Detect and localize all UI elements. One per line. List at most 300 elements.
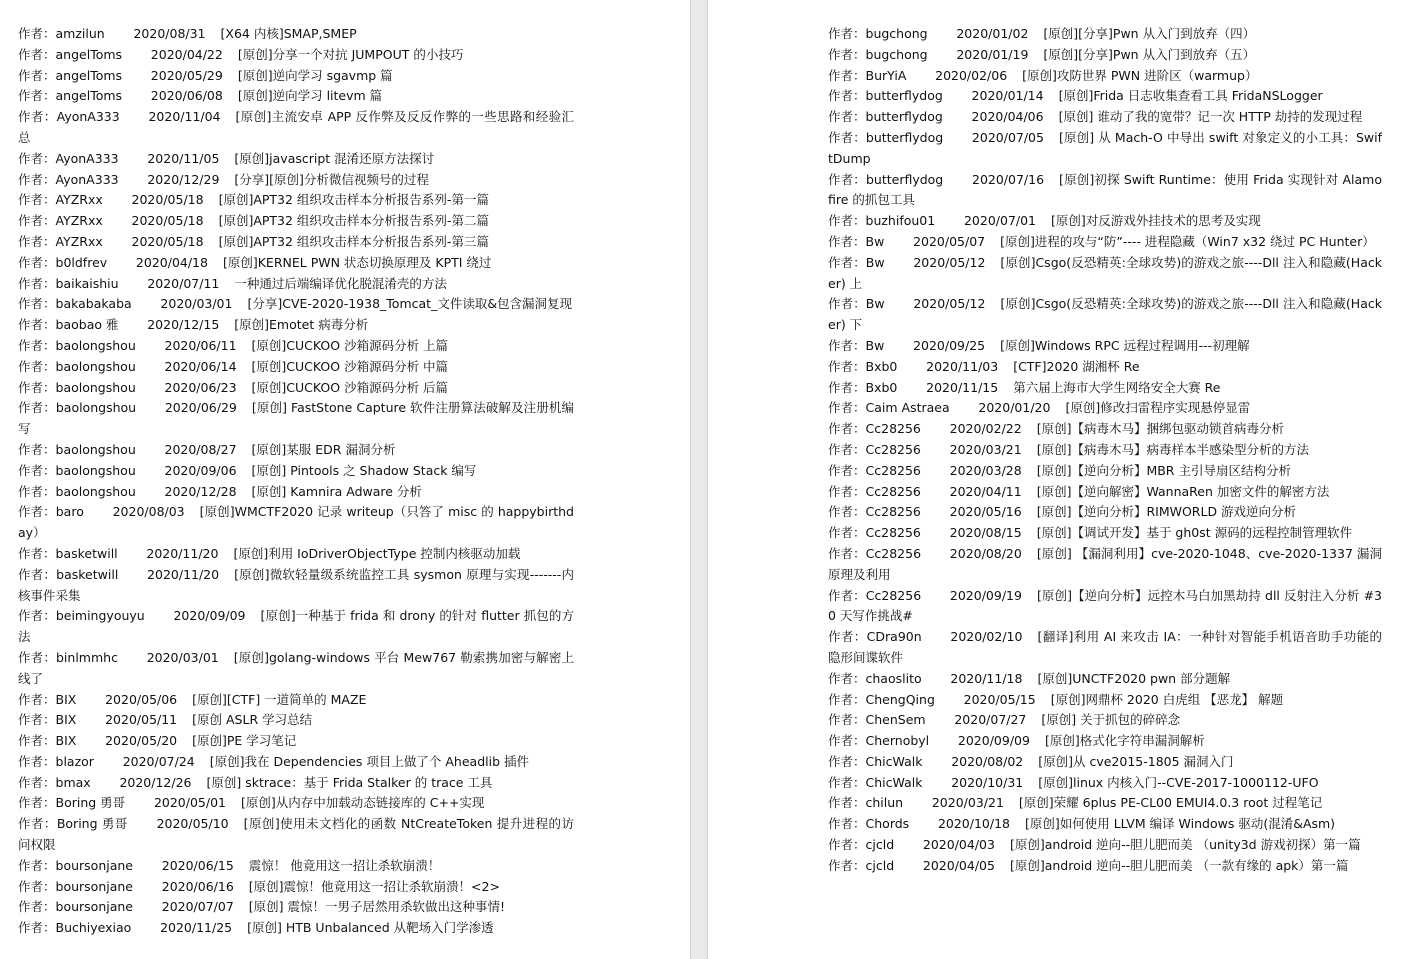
list-item bbox=[828, 482, 1382, 503]
post-date: 2020/06/29 bbox=[164, 400, 237, 416]
post-date: 2020/04/06 bbox=[971, 109, 1044, 125]
page-gutter bbox=[690, 0, 708, 959]
author-name: Cc28256 bbox=[865, 587, 922, 603]
author-name: angelToms bbox=[55, 88, 123, 104]
author-label: 作者： bbox=[18, 857, 56, 873]
list-item bbox=[18, 274, 574, 295]
list-item bbox=[18, 149, 574, 170]
list-item bbox=[828, 253, 1382, 295]
author-label: 作者： bbox=[18, 67, 56, 83]
post-title: [原创]【逆向解密】WannaRen 加密文件的解密方法 bbox=[1036, 483, 1330, 499]
post-title: [原创]我在 Dependencies 项目上做了个 Aheadlib 插件 bbox=[209, 753, 529, 769]
author-name: Bxb0 bbox=[865, 358, 898, 374]
author-name: bugchong bbox=[865, 26, 928, 41]
author-label: 作者： bbox=[18, 712, 56, 728]
post-title: [原创]进程的攻与“防”---- 进程隐藏（Win7 x32 绕过 PC Hunter） bbox=[1000, 233, 1375, 249]
author-name: angelToms bbox=[55, 67, 123, 83]
author-label: 作者： bbox=[828, 379, 866, 395]
post-title: [原创][分享]Pwn 从入门到放弃（四） bbox=[1043, 26, 1256, 41]
post-title: [原创]Csgo(反恐精英:全球攻势)的游戏之旅----Dll 注入和隐藏(Hacker) 下 bbox=[828, 296, 1382, 333]
author-label: 作者： bbox=[18, 358, 56, 374]
author-label: 作者： bbox=[18, 816, 57, 832]
post-date: 2020/05/18 bbox=[131, 233, 204, 249]
post-title: [原创] Kamnira Adware 分析 bbox=[251, 483, 422, 499]
list-item bbox=[828, 773, 1382, 794]
author-label: 作者： bbox=[828, 525, 866, 541]
author-name: boursonjane bbox=[55, 878, 133, 894]
post-date: 2020/05/12 bbox=[913, 254, 986, 270]
post-date: 2020/01/14 bbox=[971, 88, 1044, 104]
author-label: 作者： bbox=[18, 192, 56, 208]
list-item bbox=[18, 378, 574, 399]
post-title: [CTF]2020 湖湘杯 Re bbox=[1013, 358, 1140, 374]
post-date: 2020/05/18 bbox=[131, 213, 204, 229]
author-name: baobao 雅 bbox=[55, 317, 119, 333]
author-name: bakabakaba bbox=[55, 296, 132, 312]
post-title: [原创]攻防世界 PWN 进阶区（warmup） bbox=[1022, 67, 1258, 83]
list-item bbox=[18, 336, 574, 357]
list-item bbox=[18, 544, 574, 565]
list-item bbox=[828, 690, 1382, 711]
post-date: 2020/06/16 bbox=[161, 878, 234, 894]
author-name: Chernobyl bbox=[865, 733, 930, 749]
author-label: 作者： bbox=[18, 337, 56, 353]
author-label: 作者： bbox=[18, 88, 56, 104]
post-title: [原创]Frida 日志收集查看工具 FridaNSLogger bbox=[1058, 88, 1323, 104]
author-label: 作者： bbox=[18, 275, 56, 291]
list-item bbox=[18, 24, 574, 45]
author-label: 作者： bbox=[18, 254, 56, 270]
post-date: 2020/05/16 bbox=[949, 504, 1022, 520]
author-label: 作者： bbox=[828, 213, 866, 229]
author-name: baolongshou bbox=[55, 441, 136, 457]
list-item bbox=[18, 211, 574, 232]
author-name: baro bbox=[55, 504, 84, 520]
author-label: 作者： bbox=[828, 296, 866, 312]
author-name: beimingyouyu bbox=[55, 608, 145, 624]
author-label: 作者： bbox=[828, 670, 866, 686]
post-title: [原创]【调试开发】基于 gh0st 源码的远程控制管理软件 bbox=[1036, 525, 1353, 541]
list-item bbox=[18, 918, 574, 939]
list-item bbox=[18, 856, 574, 877]
post-date: 2020/05/10 bbox=[156, 816, 229, 832]
author-name: AyonA333 bbox=[56, 109, 120, 125]
post-title: [原创][分享]Pwn 从入门到放弃（五） bbox=[1043, 46, 1256, 62]
list-item bbox=[828, 544, 1382, 586]
author-label: 作者： bbox=[18, 296, 56, 312]
post-date: 2020/09/09 bbox=[173, 608, 246, 624]
author-label: 作者： bbox=[18, 317, 56, 333]
post-date: 2020/09/09 bbox=[957, 733, 1030, 749]
author-name: baikaishiu bbox=[55, 275, 119, 291]
list-item bbox=[18, 482, 574, 503]
author-label: 作者： bbox=[828, 691, 866, 707]
author-name: basketwill bbox=[56, 566, 119, 582]
post-title: [原创]android 逆向--胆儿肥而美 （unity3d 游戏初探）第一篇 bbox=[1009, 837, 1361, 853]
post-title: [原创]【病毒木马】捆绑包驱动锁首病毒分析 bbox=[1036, 421, 1284, 437]
post-date: 2020/04/22 bbox=[150, 46, 223, 62]
post-date: 2020/11/15 bbox=[926, 379, 999, 395]
post-date: 2020/02/06 bbox=[935, 67, 1008, 83]
post-date: 2020/08/03 bbox=[112, 504, 185, 520]
list-item bbox=[828, 710, 1382, 731]
post-title: [原创]APT32 组织攻击样本分析报告系列-第三篇 bbox=[218, 233, 489, 249]
author-label: 作者： bbox=[828, 358, 866, 374]
post-title: [原创]WMCTF2020 记录 writeup（只答了 misc 的 happybirthday） bbox=[18, 504, 574, 541]
post-title: [原创]对反游戏外挂技术的思考及实现 bbox=[1051, 213, 1261, 229]
author-label: 作者： bbox=[18, 899, 56, 915]
entry-list-left bbox=[18, 24, 574, 939]
author-name: basketwill bbox=[55, 545, 118, 561]
author-label: 作者： bbox=[828, 337, 866, 353]
author-label: 作者： bbox=[828, 441, 866, 457]
list-item bbox=[828, 128, 1382, 170]
post-title: [原创]微软轻量级系统监控工具 sysmon 原理与实现-------内核事件采集 bbox=[18, 566, 574, 603]
list-item bbox=[828, 211, 1382, 232]
post-title: [原创]javascript 混淆还原方法探讨 bbox=[234, 150, 435, 166]
author-name: Cc28256 bbox=[865, 545, 922, 561]
list-item bbox=[18, 690, 574, 711]
post-date: 2020/02/22 bbox=[949, 421, 1022, 437]
author-name: amzilun bbox=[55, 26, 105, 41]
list-item bbox=[828, 86, 1382, 107]
post-title: [原创]CUCKOO 沙箱源码分析 后篇 bbox=[251, 379, 449, 395]
author-name: boursonjane bbox=[55, 899, 133, 915]
post-title: [原创] sktrace：基于 Frida Stalker 的 trace 工具 bbox=[206, 774, 493, 790]
list-item bbox=[828, 502, 1382, 523]
author-label: 作者： bbox=[18, 733, 56, 749]
author-label: 作者： bbox=[828, 837, 866, 853]
post-title: [原创]PE 学习笔记 bbox=[192, 733, 297, 749]
post-title: [原创]golang-windows 平台 Mew767 勒索携加密与解密上线了 bbox=[18, 649, 574, 686]
author-label: 作者： bbox=[828, 733, 866, 749]
list-item bbox=[828, 294, 1382, 336]
author-name: Bw bbox=[865, 233, 885, 249]
author-name: angelToms bbox=[55, 46, 123, 62]
author-name: Bxb0 bbox=[865, 379, 898, 395]
post-title: [原创]【逆向分析】远控木马白加黑劫持 dll 反射注入分析 #30 天写作挑战# bbox=[828, 587, 1382, 624]
list-item bbox=[18, 315, 574, 336]
author-name: AyonA333 bbox=[55, 150, 119, 166]
post-title: [原创]UNCTF2020 pwn 部分题解 bbox=[1037, 670, 1231, 686]
list-item bbox=[828, 627, 1382, 669]
author-name: Bw bbox=[865, 337, 885, 353]
post-title: 第六届上海市大学生网络安全大赛 Re bbox=[1013, 379, 1221, 395]
author-name: bugchong bbox=[865, 46, 928, 62]
list-item bbox=[828, 419, 1382, 440]
post-date: 2020/11/05 bbox=[147, 150, 220, 166]
list-item bbox=[828, 793, 1382, 814]
list-item bbox=[828, 232, 1382, 253]
list-item bbox=[828, 835, 1382, 856]
post-title: [原创]【病毒木马】病毒样本半感染型分析的方法 bbox=[1036, 441, 1309, 457]
author-label: 作者： bbox=[828, 421, 866, 437]
author-name: Buchiyexiao bbox=[55, 920, 132, 936]
post-date: 2020/05/29 bbox=[150, 67, 223, 83]
author-label: 作者： bbox=[18, 213, 56, 229]
author-label: 作者： bbox=[828, 629, 867, 645]
author-label: 作者： bbox=[18, 109, 57, 125]
author-name: Bw bbox=[865, 254, 885, 270]
post-date: 2020/08/27 bbox=[164, 441, 237, 457]
post-title: [原创]Emotet 病毒分析 bbox=[234, 317, 369, 333]
list-item bbox=[18, 752, 574, 773]
author-name: cjcld bbox=[865, 837, 895, 853]
post-date: 2020/11/25 bbox=[160, 920, 233, 936]
author-label: 作者： bbox=[828, 774, 866, 790]
author-label: 作者： bbox=[828, 712, 866, 728]
author-label: 作者： bbox=[828, 109, 866, 125]
author-label: 作者： bbox=[18, 878, 56, 894]
list-item bbox=[828, 45, 1382, 66]
author-label: 作者： bbox=[18, 150, 56, 166]
list-item bbox=[828, 440, 1382, 461]
post-date: 2020/05/06 bbox=[105, 691, 178, 707]
author-label: 作者： bbox=[18, 795, 56, 811]
author-label: 作者： bbox=[828, 816, 866, 832]
author-name: ChenSem bbox=[865, 712, 926, 728]
post-date: 2020/11/18 bbox=[950, 670, 1023, 686]
author-name: Cc28256 bbox=[865, 504, 921, 520]
post-date: 2020/11/04 bbox=[148, 109, 221, 125]
post-title: [原创]Csgo(反恐精英:全球攻势)的游戏之旅----Dll 注入和隐藏(Hacker) 上 bbox=[828, 254, 1382, 291]
post-title: [原创] 谁动了我的宽带？记一次 HTTP 劫持的发现过程 bbox=[1058, 109, 1363, 125]
author-name: chaoslito bbox=[865, 670, 922, 686]
post-title: [原创] FastStone Capture 软件注册算法破解及注册机编写 bbox=[18, 400, 574, 437]
author-label: 作者： bbox=[18, 441, 56, 457]
post-date: 2020/07/24 bbox=[122, 753, 195, 769]
post-title: [原创]一种基于 frida 和 drony 的针对 flutter 抓包的方法 bbox=[18, 608, 574, 645]
author-label: 作者： bbox=[828, 795, 866, 811]
author-label: 作者： bbox=[828, 483, 866, 499]
post-date: 2020/04/05 bbox=[922, 857, 995, 873]
author-label: 作者： bbox=[828, 857, 866, 873]
post-date: 2020/07/11 bbox=[147, 275, 220, 291]
post-title: [原创]APT32 组织攻击样本分析报告系列-第二篇 bbox=[218, 213, 489, 229]
author-name: binlmmhc bbox=[55, 649, 118, 665]
post-date: 2020/05/20 bbox=[105, 733, 178, 749]
author-name: Bw bbox=[865, 296, 885, 312]
post-title: [原创] Pintools 之 Shadow Stack 编写 bbox=[251, 462, 477, 478]
post-date: 2020/07/01 bbox=[963, 213, 1037, 229]
author-label: 作者： bbox=[828, 587, 866, 603]
author-label: 作者： bbox=[18, 545, 56, 561]
post-title: [原创]荣耀 6plus PE-CL00 EMUI4.0.3 root 过程笔记 bbox=[1018, 795, 1323, 811]
post-date: 2020/03/01 bbox=[160, 296, 233, 312]
author-name: Cc28256 bbox=[865, 525, 921, 541]
author-label: 作者： bbox=[828, 254, 866, 270]
author-name: baolongshou bbox=[55, 462, 136, 478]
post-title: [原创]逆向学习 litevm 篇 bbox=[237, 88, 383, 104]
author-name: Boring 勇哥 bbox=[55, 795, 126, 811]
list-item bbox=[828, 378, 1382, 399]
author-name: Cc28256 bbox=[865, 462, 921, 478]
post-title: [原创]APT32 组织攻击样本分析报告系列-第一篇 bbox=[218, 192, 489, 208]
post-title: [原创]CUCKOO 沙箱源码分析 中篇 bbox=[251, 358, 449, 374]
author-label: 作者： bbox=[828, 504, 866, 520]
author-label: 作者： bbox=[828, 88, 866, 104]
list-item bbox=[828, 523, 1382, 544]
post-date: 2020/06/15 bbox=[161, 857, 234, 873]
author-label: 作者： bbox=[18, 753, 56, 769]
post-date: 2020/09/19 bbox=[949, 587, 1022, 603]
author-name: chilun bbox=[865, 795, 904, 811]
list-item bbox=[18, 877, 574, 898]
entry-list-right bbox=[828, 24, 1382, 877]
post-title: [原创]震惊！他竟用这一招让杀软崩溃！<2> bbox=[248, 878, 500, 894]
list-item bbox=[828, 461, 1382, 482]
list-item bbox=[18, 648, 574, 690]
author-name: BIX bbox=[55, 691, 77, 707]
author-name: BIX bbox=[55, 733, 77, 749]
author-name: butterflydog bbox=[865, 109, 943, 125]
post-date: 2020/06/23 bbox=[164, 379, 237, 395]
post-title: [原创]某服 EDR 漏洞分析 bbox=[251, 441, 396, 457]
post-title: 一种通过后端编译优化脱混淆壳的方法 bbox=[234, 275, 447, 291]
post-date: 2020/05/12 bbox=[913, 296, 986, 312]
list-item bbox=[18, 190, 574, 211]
list-item bbox=[18, 294, 574, 315]
post-date: 2020/12/26 bbox=[119, 774, 192, 790]
post-date: 2020/08/02 bbox=[951, 753, 1024, 769]
post-date: 2020/09/06 bbox=[164, 462, 237, 478]
post-date: 2020/06/14 bbox=[164, 358, 237, 374]
author-label: 作者： bbox=[828, 171, 866, 187]
post-date: 2020/01/19 bbox=[956, 46, 1029, 62]
author-name: ChicWalk bbox=[865, 753, 923, 769]
author-name: butterflydog bbox=[865, 88, 943, 104]
post-title: [原创]使用未文档化的函数 NtCreateToken 提升进程的访问权限 bbox=[18, 816, 574, 853]
post-title: [原创]如何使用 LLVM 编译 Windows 驱动(混淆&Asm) bbox=[1024, 816, 1336, 832]
post-date: 2020/07/07 bbox=[161, 899, 234, 915]
post-title: [原创] 【漏洞利用】cve-2020-1048、cve-2020-1337 漏洞原理及利用 bbox=[828, 545, 1382, 582]
list-item bbox=[18, 66, 574, 87]
post-date: 2020/10/31 bbox=[951, 774, 1024, 790]
post-title: [原创]格式化字符串漏洞解析 bbox=[1044, 733, 1205, 749]
post-title: [原创] HTB Unbalanced 从靶场入门学渗透 bbox=[247, 920, 494, 936]
author-name: butterflydog bbox=[865, 129, 944, 145]
author-label: 作者： bbox=[18, 26, 56, 41]
author-name: BIX bbox=[55, 712, 77, 728]
author-name: ChicWalk bbox=[865, 774, 923, 790]
author-label: 作者： bbox=[828, 129, 866, 145]
post-title: [原创]网鼎杯 2020 白虎组 【恶龙】 解题 bbox=[1050, 691, 1284, 707]
post-title: [原创]【逆向分析】RIMWORLD 游戏逆向分析 bbox=[1036, 504, 1297, 520]
author-label: 作者： bbox=[18, 379, 56, 395]
author-name: ChengQing bbox=[865, 691, 935, 707]
author-name: butterflydog bbox=[865, 171, 944, 187]
post-date: 2020/01/02 bbox=[956, 26, 1029, 41]
list-item bbox=[18, 731, 574, 752]
author-label: 作者： bbox=[828, 67, 866, 83]
post-title: 震惊！ 他竟用这一招让杀软崩溃！ bbox=[248, 857, 441, 873]
author-label: 作者： bbox=[828, 545, 866, 561]
list-item bbox=[828, 66, 1382, 87]
post-date: 2020/02/10 bbox=[950, 629, 1023, 645]
author-name: b0ldfrev bbox=[55, 254, 108, 270]
list-item bbox=[18, 814, 574, 856]
author-name: baolongshou bbox=[55, 358, 136, 374]
list-item bbox=[18, 502, 574, 544]
post-title: [原创] 震惊！一男子居然用杀软做出这种事情! bbox=[248, 899, 506, 915]
post-date: 2020/04/11 bbox=[949, 483, 1022, 499]
list-item bbox=[18, 710, 574, 731]
list-item bbox=[18, 897, 574, 918]
author-label: 作者： bbox=[828, 233, 866, 249]
post-date: 2020/07/16 bbox=[972, 171, 1045, 187]
post-title: [原创]从 cve2015-1805 漏洞入门 bbox=[1038, 753, 1234, 769]
post-date: 2020/03/21 bbox=[931, 795, 1004, 811]
list-item bbox=[828, 357, 1382, 378]
list-item bbox=[18, 357, 574, 378]
post-date: 2020/08/20 bbox=[949, 545, 1022, 561]
list-item bbox=[828, 336, 1382, 357]
list-item bbox=[18, 86, 574, 107]
author-label: 作者： bbox=[18, 483, 56, 499]
author-name: AyonA333 bbox=[55, 171, 119, 187]
author-label: 作者： bbox=[18, 400, 56, 416]
post-title: [原创]从内存中加载动态链接库的 C++实现 bbox=[240, 795, 485, 811]
post-title: [原创]逆向学习 sgavmp 篇 bbox=[237, 67, 393, 83]
post-date: 2020/03/01 bbox=[146, 649, 219, 665]
author-name: Caim Astraea bbox=[865, 400, 950, 416]
author-name: AYZRxx bbox=[55, 233, 103, 249]
post-date: 2020/06/11 bbox=[164, 337, 237, 353]
document-page-left bbox=[0, 0, 690, 959]
author-label: 作者： bbox=[828, 26, 866, 41]
author-name: BurYiA bbox=[865, 67, 907, 83]
post-title: [原创] 关于抓包的碎碎念 bbox=[1041, 712, 1181, 728]
post-date: 2020/05/15 bbox=[963, 691, 1036, 707]
post-date: 2020/03/21 bbox=[949, 441, 1022, 457]
post-date: 2020/08/15 bbox=[949, 525, 1022, 541]
document-page-right bbox=[708, 0, 1407, 959]
post-title: [原创]CUCKOO 沙箱源码分析 上篇 bbox=[251, 337, 449, 353]
post-date: 2020/10/18 bbox=[937, 816, 1010, 832]
post-title: [原创]【逆向分析】MBR 主引导扇区结构分析 bbox=[1036, 462, 1291, 478]
author-name: baolongshou bbox=[55, 400, 137, 416]
post-title: [原创] 从 Mach-O 中导出 swift 对象定义的小工具：SwiftDump bbox=[828, 129, 1382, 166]
author-name: Boring 勇哥 bbox=[56, 816, 128, 832]
author-label: 作者： bbox=[18, 504, 56, 520]
list-item bbox=[18, 253, 574, 274]
author-name: Chords bbox=[865, 816, 910, 832]
post-date: 2020/05/01 bbox=[153, 795, 226, 811]
post-title: [原创]Windows RPC 远程过程调用---初理解 bbox=[1000, 337, 1250, 353]
author-label: 作者： bbox=[18, 774, 56, 790]
author-name: cjcld bbox=[865, 857, 895, 873]
author-label: 作者： bbox=[18, 46, 56, 62]
list-item bbox=[18, 793, 574, 814]
list-item bbox=[18, 440, 574, 461]
post-date: 2020/05/18 bbox=[131, 192, 204, 208]
post-title: [原创]linux 内核入门--CVE-2017-1000112-UFO bbox=[1038, 774, 1319, 790]
list-item bbox=[18, 107, 574, 149]
author-label: 作者： bbox=[828, 46, 866, 62]
author-label: 作者： bbox=[828, 400, 866, 416]
post-date: 2020/06/08 bbox=[150, 88, 223, 104]
post-title: [原创]利用 IoDriverObjectType 控制内核驱动加载 bbox=[233, 545, 521, 561]
post-date: 2020/07/27 bbox=[954, 712, 1027, 728]
author-name: AYZRxx bbox=[55, 213, 103, 229]
list-item bbox=[828, 24, 1382, 45]
list-item bbox=[828, 669, 1382, 690]
post-date: 2020/09/25 bbox=[913, 337, 986, 353]
post-date: 2020/05/11 bbox=[105, 712, 178, 728]
list-item bbox=[828, 814, 1382, 835]
author-name: Cc28256 bbox=[865, 441, 921, 457]
list-item bbox=[18, 398, 574, 440]
